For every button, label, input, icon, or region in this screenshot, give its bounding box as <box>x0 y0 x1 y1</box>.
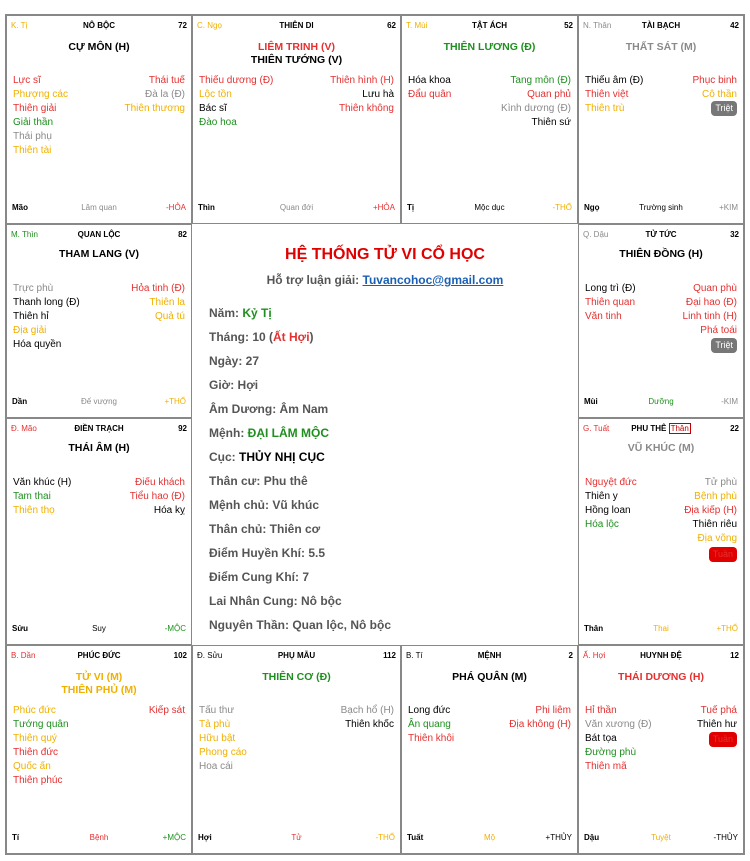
footer-branch: Mùi <box>584 397 598 406</box>
year-value: Kỷ Tị <box>242 306 272 320</box>
star-left: Hóa quyền <box>13 339 62 350</box>
palace-number: 52 <box>564 21 573 30</box>
month-close: ) <box>309 330 314 344</box>
star-right: Thiên không <box>338 103 394 114</box>
main-star: CỰ MÔN (H) <box>68 41 130 53</box>
year-label: Năm: <box>209 306 240 320</box>
footer-branch: Ngọ <box>584 203 600 212</box>
cuc-value: THỦY NHỊ CỤC <box>239 450 325 464</box>
star-right: Phá toái <box>700 325 737 336</box>
star-left: Thiên khôi <box>408 733 455 744</box>
star-left: Hồng loan <box>585 505 631 516</box>
star-right: Bệnh phù <box>694 491 737 502</box>
main-star: THÁI DƯƠNG (H) <box>618 671 704 683</box>
tuan-badge: Tuần <box>709 547 737 562</box>
footer-branch: Tị <box>407 203 415 212</box>
palace-name: TÀI BẠCH <box>641 21 681 30</box>
footer-stage: Lâm quan <box>81 203 117 212</box>
star-left: Trực phù <box>13 283 54 294</box>
footer-branch: Sửu <box>12 624 29 633</box>
star-left: Hữu bật <box>199 733 236 744</box>
palace-number: 22 <box>730 424 739 433</box>
footer-branch: Mão <box>12 203 28 212</box>
than-chu: Thân chủ: Thiên cơ <box>209 522 321 536</box>
star-right: Thái tuế <box>148 75 185 86</box>
palace-stem-branch: K. Tị <box>11 21 28 30</box>
star-right: Linh tinh (H) <box>682 311 737 322</box>
star-left: Tấu thư <box>199 705 235 716</box>
birth-hour: Giờ: Hợi <box>209 378 259 392</box>
star-left: Thiên trù <box>585 103 625 114</box>
star-left: Thiên y <box>585 491 618 502</box>
support-label: Hỗ trợ luận giải: <box>266 273 360 287</box>
palace-name: TỬ TỨC <box>645 230 677 239</box>
footer-branch: Dần <box>12 397 28 406</box>
star-right: Hóa kỵ <box>153 505 185 516</box>
star-right: Thiên sứ <box>531 117 571 128</box>
palace-number: 62 <box>387 21 396 30</box>
footer-element: +THỔ <box>164 397 186 406</box>
birth-day: Ngày: 27 <box>209 354 260 368</box>
footer-stage: Tuyệt <box>651 833 671 842</box>
footer-branch: Tí <box>12 833 20 842</box>
star-right: Tang môn (Đ) <box>510 75 571 86</box>
palace-name: NÔ BỘC <box>83 21 115 30</box>
star-left: Thiên giải <box>13 103 57 114</box>
star-right: Kiếp sát <box>148 705 185 716</box>
main-star: THIÊN CƠ (Đ) <box>262 671 331 683</box>
palace-stem-branch: Ấ. Hợi <box>583 651 606 660</box>
diem-cung-khi: Điểm Cung Khí: 7 <box>209 570 310 584</box>
star-left: Văn tinh <box>585 311 622 322</box>
palace-stem-branch: G. Tuất <box>583 424 610 433</box>
star-left: Phượng các <box>13 89 68 100</box>
star-right: Địa không (H) <box>509 719 571 730</box>
footer-element: -THỔ <box>375 833 395 842</box>
star-right: Bạch hổ (H) <box>340 705 394 716</box>
star-left: Hóa khoa <box>408 75 451 86</box>
footer-stage: Dưỡng <box>648 397 674 406</box>
star-left: Quốc ấn <box>13 761 51 772</box>
palace-stem-branch: N. Thân <box>583 21 612 30</box>
star-left: Thiên việt <box>585 89 629 100</box>
footer-element: -MỘC <box>164 624 186 633</box>
star-left: Hóa lộc <box>585 519 619 530</box>
palace-name: PHU THÊ <box>631 424 667 433</box>
footer-element: +THỦY <box>545 833 572 842</box>
star-left: Đường phù <box>585 747 637 758</box>
footer-stage: Đế vượng <box>81 397 117 406</box>
birth-year <box>209 306 272 320</box>
star-left: Văn khúc (H) <box>13 477 72 488</box>
palace-tai-bach[interactable] <box>578 15 744 224</box>
palace-name-group <box>579 424 743 433</box>
cuc <box>209 450 325 464</box>
star-right: Thiên thương <box>124 103 185 114</box>
star-right: Quả tú <box>154 311 185 322</box>
star-left: Thanh long (Đ) <box>13 297 80 308</box>
palace-phu-mau[interactable] <box>192 645 401 854</box>
footer-stage: Mộc dục <box>474 203 505 212</box>
footer-stage: Bệnh <box>89 833 109 842</box>
star-left: Thiếu dương (Đ) <box>199 75 274 86</box>
palace-name: THIÊN DI <box>279 21 314 30</box>
palace-name: PHÚC ĐỨC <box>77 651 121 660</box>
palace-stem-branch: Q. Dậu <box>583 230 609 239</box>
footer-stage: Tử <box>291 833 302 842</box>
palace-number: 42 <box>730 21 739 30</box>
star-right: Thiên hư <box>696 719 737 730</box>
star-left: Nguyệt đức <box>585 477 637 488</box>
footer-element: -THỦY <box>713 833 738 842</box>
footer-element: +KIM <box>719 203 738 212</box>
main-star: VŨ KHÚC (M) <box>627 442 695 454</box>
palace-stem-branch: C. Ngọ <box>197 21 222 30</box>
footer-stage: Thai <box>653 624 669 633</box>
star-left: Tam thai <box>13 491 51 502</box>
footer-branch: Thân <box>584 624 604 633</box>
palace-name: HUYNH ĐỆ <box>640 651 682 660</box>
star-left: Thái phụ <box>13 131 52 142</box>
main-star: THIÊN PHỦ (M) <box>61 684 137 696</box>
main-star: THÁI ÂM (H) <box>68 442 130 454</box>
month-label: Tháng: 10 ( <box>209 330 274 344</box>
cuc-label: Cục: <box>209 450 236 464</box>
diem-huyen-khi: Điểm Huyền Khí: 5.5 <box>209 546 326 560</box>
star-right: Thiên hình (H) <box>330 75 394 86</box>
star-left: Thiên thọ <box>13 505 55 516</box>
star-left: Thiên quan <box>585 297 636 308</box>
lai-nhan-cung: Lai Nhân Cung: Nô bộc <box>209 594 342 608</box>
palace-number: 82 <box>178 230 187 239</box>
star-right: Địa kiếp (H) <box>684 505 737 516</box>
footer-branch: Hợi <box>198 833 212 842</box>
palace-number: 72 <box>178 21 187 30</box>
palace-quan-loc[interactable] <box>6 224 192 418</box>
menh-chu: Mệnh chủ: Vũ khúc <box>209 498 320 512</box>
star-right: Thiên riêu <box>692 519 737 530</box>
palace-name: TẬT ÁCH <box>471 21 508 30</box>
star-right: Lưu hà <box>362 89 394 100</box>
star-left: Long đức <box>408 705 451 716</box>
star-right: Phục binh <box>692 75 737 86</box>
month-value: Ất Hợi <box>273 330 310 344</box>
main-star: THIÊN LƯƠNG (Đ) <box>443 41 536 53</box>
than-cu: Thân cư: Phu thê <box>209 474 308 488</box>
star-right: Thiên khốc <box>345 719 394 730</box>
star-right: Điếu khách <box>134 477 185 488</box>
menh-label: Mệnh: <box>209 426 245 440</box>
palace-no-boc[interactable] <box>6 15 192 224</box>
palace-thien-di[interactable] <box>192 15 401 224</box>
palace-name: QUAN LỘC <box>77 230 121 239</box>
star-left: Hỉ thần <box>585 705 617 716</box>
palace-number: 112 <box>383 651 396 660</box>
star-left: Đào hoa <box>199 117 237 128</box>
footer-branch: Dậu <box>584 833 600 842</box>
palace-number: 32 <box>730 230 739 239</box>
star-left: Bác sĩ <box>199 103 227 114</box>
star-right: Địa võng <box>697 533 737 544</box>
palace-stem-branch: Đ. Mão <box>11 424 37 433</box>
footer-element: -THỔ <box>552 203 572 212</box>
star-right: Cô thần <box>701 89 737 100</box>
star-right: Kình dương (Đ) <box>501 103 571 114</box>
star-left: Phúc đức <box>13 705 56 716</box>
palace-name: PHỤ MẪU <box>277 651 316 660</box>
palace-name: ĐIỀN TRẠCH <box>74 424 124 433</box>
star-left: Thiên hỉ <box>13 311 49 322</box>
palace-phu-the[interactable] <box>578 418 744 645</box>
star-left: Thiên mã <box>585 761 627 772</box>
palace-stem-branch: M. Thìn <box>11 230 38 239</box>
star-right: Đại hao (Đ) <box>685 297 737 308</box>
star-left: Tướng quân <box>13 719 69 730</box>
palace-stem-branch: B. Tí <box>406 651 423 660</box>
tuan-badge: Tuần <box>709 732 737 747</box>
menh-value: ĐẠI LÂM MỘC <box>247 426 329 440</box>
footer-element: -KIM <box>721 397 738 406</box>
star-right: Phi liêm <box>535 705 571 716</box>
am-duong: Âm Dương: Âm Nam <box>209 402 329 416</box>
star-right: Tuế phá <box>700 705 737 716</box>
palace-tu-tuc[interactable] <box>578 224 744 418</box>
palace-number: 102 <box>173 651 187 660</box>
footer-branch: Tuất <box>407 833 424 842</box>
birth-month <box>209 330 314 344</box>
footer-element: +HỎA <box>372 203 395 212</box>
star-right: Tiểu hao (Đ) <box>129 491 185 502</box>
palace-number: 92 <box>178 424 187 433</box>
star-left: Lộc tồn <box>199 89 232 100</box>
footer-stage: Quan đới <box>279 203 314 212</box>
than-tag: Thân <box>670 424 689 433</box>
star-right: Quan phủ <box>527 89 571 100</box>
star-left: Thiên phúc <box>13 775 63 786</box>
star-left: Lực sĩ <box>13 75 41 86</box>
support-email-link[interactable]: Tuvancohoc@gmail.com <box>362 273 504 287</box>
palace-number: 2 <box>568 651 573 660</box>
star-right: Quan phù <box>693 283 737 294</box>
star-left: Phong cáo <box>199 747 247 758</box>
palace-dien-trach[interactable] <box>6 418 192 645</box>
footer-element: -HỎA <box>166 203 186 212</box>
footer-stage: Mộ <box>483 833 496 842</box>
star-left: Thiên quý <box>13 733 57 744</box>
triet-badge: Triệt <box>711 101 737 116</box>
palace-tat-ach[interactable] <box>401 15 578 224</box>
palace-stem-branch: T. Mùi <box>406 21 428 30</box>
star-left: Tả phù <box>199 719 231 730</box>
main-star: THẤT SÁT (M) <box>625 41 697 53</box>
palace-menh[interactable] <box>401 645 578 854</box>
star-left: Hoa cái <box>199 761 233 772</box>
menh <box>209 426 329 440</box>
main-star: THAM LANG (V) <box>59 248 139 260</box>
footer-stage: Trường sinh <box>639 203 683 212</box>
system-title: HỆ THỐNG TỬ VI CỔ HỌC <box>285 246 485 263</box>
palace-number: 12 <box>730 651 739 660</box>
star-left: Thiên tài <box>13 145 52 156</box>
triet-badge: Triệt <box>711 338 737 353</box>
star-right: Đà la (Đ) <box>144 89 185 100</box>
palace-stem-branch: Đ. Sửu <box>197 651 223 660</box>
main-star: LIÊM TRINH (V) <box>258 41 335 53</box>
main-star: PHÁ QUÂN (M) <box>452 671 527 683</box>
main-star: THIÊN TƯỚNG (V) <box>250 54 343 66</box>
footer-element: +THỔ <box>716 624 738 633</box>
footer-element: +MỘC <box>162 833 186 842</box>
star-left: Đẩu quân <box>408 89 452 100</box>
star-right: Hỏa tinh (Đ) <box>131 283 185 294</box>
star-left: Địa giải <box>13 325 47 336</box>
main-star: TỬ VI (M) <box>75 671 123 683</box>
palace-name: MỆNH <box>477 651 502 660</box>
support-line <box>192 273 578 287</box>
star-left: Ân quang <box>408 719 451 730</box>
star-left: Thiếu âm (Đ) <box>585 75 644 86</box>
palace-stem-branch: B. Dần <box>11 651 36 660</box>
star-right: Tử phù <box>704 477 737 488</box>
star-left: Văn xương (Đ) <box>585 719 652 730</box>
main-star: THIÊN ĐỒNG (H) <box>619 248 703 260</box>
star-right: Thiên la <box>149 297 185 308</box>
footer-stage: Suy <box>92 624 106 633</box>
palace-phuc-duc[interactable] <box>6 645 192 854</box>
center-info-panel <box>192 224 578 645</box>
footer-branch: Thìn <box>198 203 215 212</box>
nguyen-than: Nguyên Thần: Quan lộc, Nô bộc <box>209 618 392 632</box>
horoscope-chart <box>5 14 745 855</box>
palace-huynh-de[interactable] <box>578 645 744 854</box>
star-left: Long trì (Đ) <box>585 283 636 294</box>
star-left: Bát tọa <box>585 733 617 744</box>
star-left: Giải thần <box>13 117 54 128</box>
star-left: Thiên đức <box>13 747 59 758</box>
